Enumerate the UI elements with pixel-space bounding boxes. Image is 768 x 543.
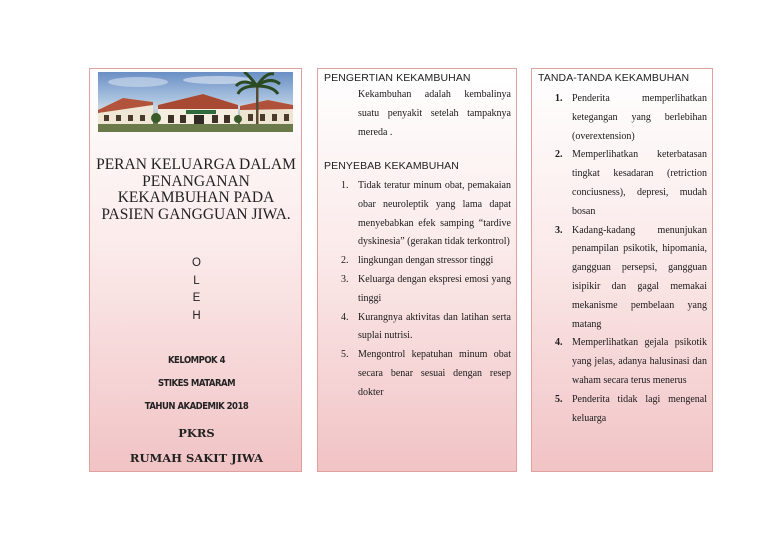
hospital-name: RUMAH SAKIT JIWA [129, 451, 264, 465]
signs-panel [531, 68, 713, 472]
definition-heading: PENGERTIAN KEKAMBUHAN [324, 72, 471, 84]
list-item: 4. Kurangnya aktivitas dan latihan serta suplai nutrisi. [341, 311, 511, 342]
definition-causes-panel [317, 68, 517, 472]
program-name: PKRS [178, 426, 215, 440]
causes-heading: PENYEBAB KEKAMBUHAN [324, 160, 459, 172]
list-item: 2. lingkungan dengan stressor tinggi [341, 255, 494, 267]
institution-name: STIKES MATARAM [157, 378, 236, 389]
signs-list [555, 90, 707, 428]
definition-text: Kekambuhan adalah kembalinya suatu penyakit setelah tampaknya mereda . [358, 89, 511, 138]
group-name: KELOMPOK 4 [167, 355, 226, 366]
hospital-building-image [98, 72, 293, 132]
causes-list [341, 177, 511, 403]
list-item: 1. Penderita memperlihatkan ketegangan yang berlebihan (overextension) [555, 93, 707, 142]
list-item: 1. Tidak teratur minum obat, pemakaian obar neuroleptik yang lama dapat menyebabkan efek samping “tardive dyskinesia” (gerakan tidak terkontrol) [341, 180, 511, 248]
academic-year: TAHUN AKADEMIK 2018 [144, 401, 249, 412]
oleh-vertical-label [90, 255, 303, 325]
oleh-letter: O [192, 257, 201, 269]
list-item: 2. Memperlihatkan keterbatasan tingkat kesadaran (retriction conciusness), depresi, mudah bosan [555, 149, 707, 217]
signs-heading: TANDA-TANDA KEKAMBUHAN [538, 72, 690, 84]
list-item: 4. Memperlihatkan gejala psikotik yang jelas, adanya halusinasi dan waham secara terus menerus [555, 337, 707, 386]
oleh-letter: L [193, 274, 200, 287]
list-item: 5. Penderita tidak lagi mengenal keluarga [555, 393, 707, 424]
list-item: 3. Keluarga dengan ekspresi emosi yang tinggi [341, 273, 511, 304]
cover-panel [89, 68, 302, 472]
oleh-letter: H [192, 309, 201, 322]
hospital-photo [98, 72, 293, 132]
list-item: 3. Kadang-kadang menunjukan penampilan psikotik, hipomania, gangguan persepsi, gangguan isipikir dan gagal memakai mekanisme pembelaan yang matang [555, 224, 707, 330]
oleh-letter: E [192, 292, 201, 304]
brochure-title: PERAN KELUARGA DALAM PENANGANAN KEKAMBUHAN PADA PASIEN GANGGUAN JIWA. [96, 156, 296, 223]
list-item: 5. Mengontrol kepatuhan minum obat secara benar sesuai dengan resep dokter [341, 349, 511, 398]
